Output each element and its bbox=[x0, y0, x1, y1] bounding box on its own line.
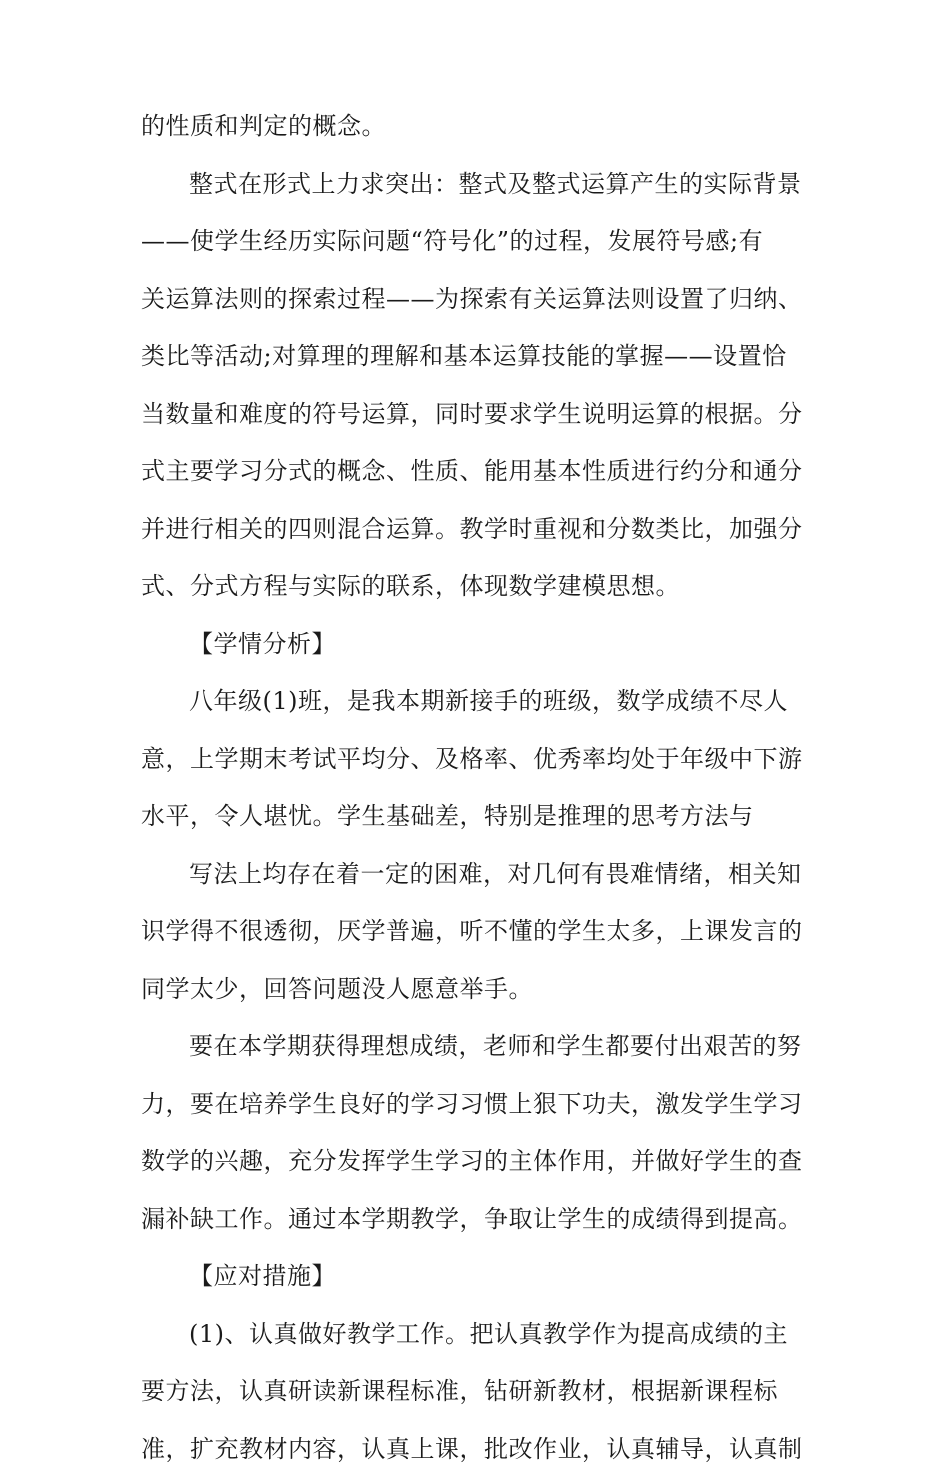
text-line: 关运算法则的探索过程——为探索有关运算法则设置了归纳、 bbox=[141, 271, 813, 329]
text-line: 力，要在培养学生良好的学习习惯上狠下功夫，激发学生学习 bbox=[141, 1076, 813, 1134]
text-line: 识学得不很透彻，厌学普遍，听不懂的学生太多，上课发言的 bbox=[141, 903, 813, 961]
document-page bbox=[141, 98, 813, 1478]
paragraph-start: (1)、认真做好教学工作。把认真教学作为提高成绩的主 bbox=[141, 1306, 813, 1364]
text-line: ——使学生经历实际问题“符号化”的过程，发展符号感;有 bbox=[141, 213, 813, 271]
text-line: 式主要学习分式的概念、性质、能用基本性质进行约分和通分 bbox=[141, 443, 813, 501]
section-heading-countermeasures: 【应对措施】 bbox=[141, 1248, 813, 1306]
text-line: 漏补缺工作。通过本学期教学，争取让学生的成绩得到提高。 bbox=[141, 1191, 813, 1249]
section-heading-learning-analysis: 【学情分析】 bbox=[141, 616, 813, 674]
text-line: 类比等活动;对算理的理解和基本运算技能的掌握——设置恰 bbox=[141, 328, 813, 386]
text-line: 并进行相关的四则混合运算。教学时重视和分数类比，加强分 bbox=[141, 501, 813, 559]
text-line: 准，扩充教材内容，认真上课，批改作业，认真辅导，认真制 bbox=[141, 1421, 813, 1478]
paragraph-start: 八年级(1)班，是我本期新接手的班级，数学成绩不尽人 bbox=[141, 673, 813, 731]
text-line: 同学太少，回答问题没人愿意举手。 bbox=[141, 961, 813, 1019]
paragraph-start: 要在本学期获得理想成绩，老师和学生都要付出艰苦的努 bbox=[141, 1018, 813, 1076]
text-line: 水平，令人堪忧。学生基础差，特别是推理的思考方法与 bbox=[141, 788, 813, 846]
text-line: 当数量和难度的符号运算，同时要求学生说明运算的根据。分 bbox=[141, 386, 813, 444]
text-line: 意，上学期末考试平均分、及格率、优秀率均处于年级中下游 bbox=[141, 731, 813, 789]
text-line: 要方法，认真研读新课程标准，钻研新教材，根据新课程标 bbox=[141, 1363, 813, 1421]
text-line: 的性质和判定的概念。 bbox=[141, 98, 813, 156]
text-line: 数学的兴趣，充分发挥学生学习的主体作用，并做好学生的查 bbox=[141, 1133, 813, 1191]
text-line: 式、分式方程与实际的联系，体现数学建模思想。 bbox=[141, 558, 813, 616]
paragraph-start: 整式在形式上力求突出：整式及整式运算产生的实际背景 bbox=[141, 156, 813, 214]
paragraph-start: 写法上均存在着一定的困难，对几何有畏难情绪，相关知 bbox=[141, 846, 813, 904]
